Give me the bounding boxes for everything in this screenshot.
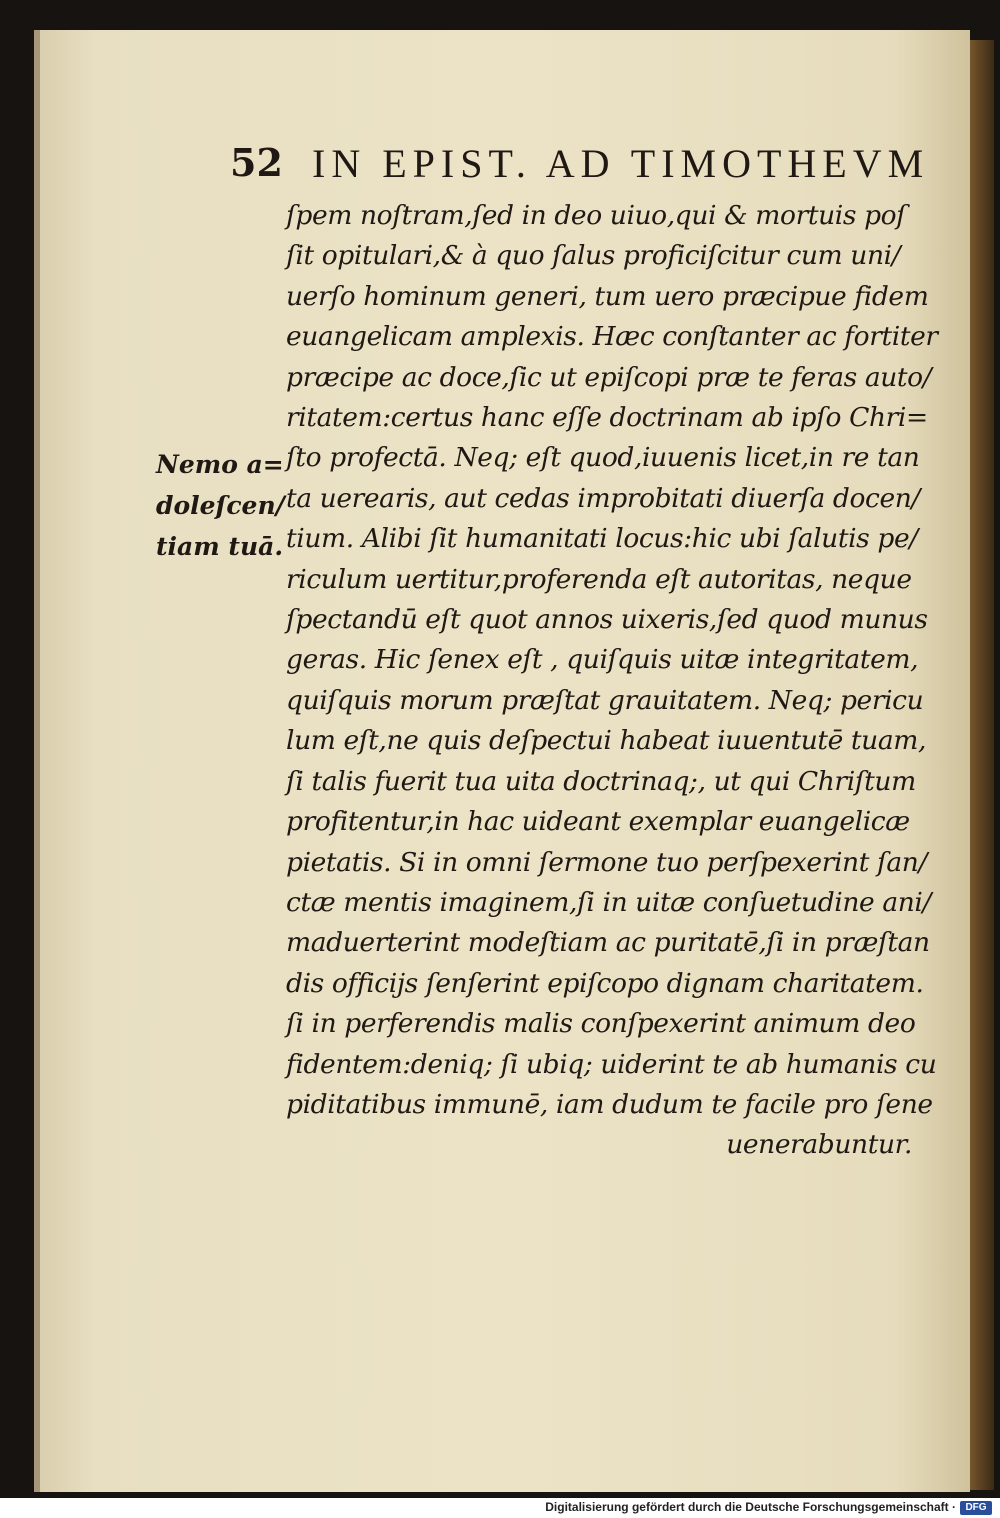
text-line: tium. Alibi ſit humanitati locus:hic ubi ſalutis pe/ [286, 523, 918, 555]
funding-credit: Digitalisierung gefördert durch die Deutsche Forschungsgemeinschaft · [545, 1500, 956, 1514]
text-line: ritatem:certus hanc eſſe doctrinam ab ipſo Chri= [286, 402, 928, 434]
text-line: ctæ mentis imaginem,ſi in uitæ conſuetudine ani/ [286, 886, 932, 918]
running-head: IN EPIST. AD TIMOTHEVM [312, 141, 930, 186]
page-number: 52 [230, 140, 283, 185]
text-line: riculum uertitur,proferenda eſt autoritas, neque [286, 563, 912, 595]
catchword: uenerabuntur. [726, 1129, 912, 1161]
text-line: maduerterint modeſtiam ac puritatē,ſi in præſtan [286, 927, 930, 959]
text-line: ta uerearis, aut cedas improbitati diuerſa docen/ [286, 482, 920, 514]
body-text [286, 196, 938, 1166]
text-line: dis officijs ſenſerint epiſcopo dignam charitatem. [286, 967, 924, 999]
text-line: profitentur,in hac uideant exemplar euangelicæ [286, 806, 910, 838]
text-line: pietatis. Si in omni ſermone tuo perſpexerint ſan/ [286, 846, 927, 878]
text-line: lum eſt,ne quis deſpectui habeat iuuentutē tuam, [286, 725, 927, 757]
marginal-note-line: doleſcen/ [156, 491, 285, 520]
dfg-logo: DFG [960, 1501, 992, 1515]
text-line: euangelicam amplexis. Hæc conſtanter ac fortiter [286, 321, 938, 353]
text-line: fidentem:deniq; ſi ubiq; uiderint te ab humanis cu [286, 1048, 937, 1080]
text-line: geras. Hic ſenex eſt , quiſquis uitæ integritatem, [286, 644, 919, 676]
text-line: ſi talis fuerit tua uita doctrinaq;, ut qui Chriſtum [286, 765, 916, 797]
text-line: ſi in perferendis malis conſpexerint animum deo [286, 1008, 916, 1040]
text-line: ſto profectā. Neq; eſt quod,iuuenis licet,in re tan [286, 442, 920, 474]
text-line: quiſquis morum præſtat grauitatem. Neq; pericu [286, 684, 924, 716]
text-line: ſit opitulari,& à quo ſalus proficiſcitur cum uni/ [286, 240, 901, 272]
marginal-note-line: tiam tuā. [156, 532, 284, 561]
text-line: ſpem noſtram,ſed in deo uiuo,qui & mortuis poſ [286, 200, 906, 231]
marginal-note [156, 444, 288, 567]
text-line: præcipe ac doce,ſic ut epiſcopi præ te feras auto/ [286, 361, 932, 393]
marginal-note-line: Nemo a= [156, 450, 284, 479]
text-line: ſpectandū eſt quot annos uixeris,ſed quod munus [286, 604, 928, 636]
text-line: piditatibus immunē, iam dudum te facile pro ſene [286, 1088, 933, 1120]
text-line: uerſo hominum generi, tum uero præcipue fidem [286, 280, 929, 312]
